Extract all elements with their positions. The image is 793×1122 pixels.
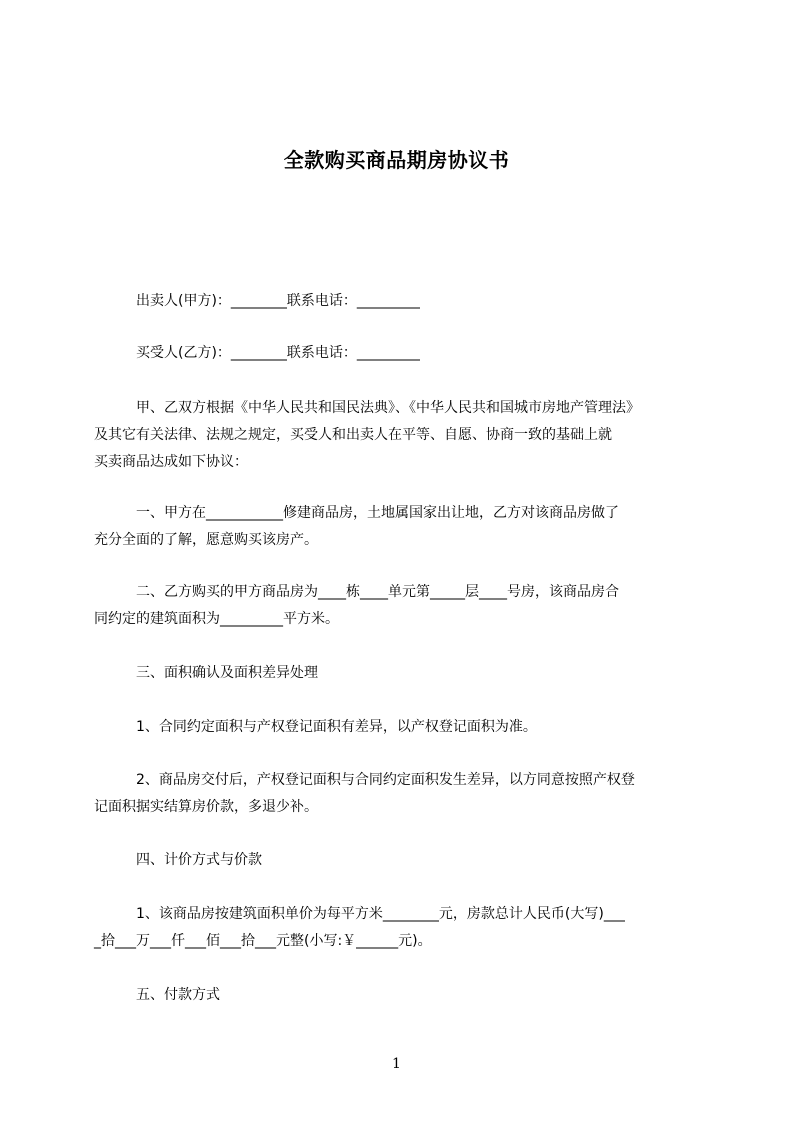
clause4-item1-line-1: 1、该商品房按建筑面积单价为每平方米________元，房款总计人民币(大写)___ <box>136 906 625 922</box>
clause2-line-1: 二、乙方购买的甲方商品房为____栋____单元第_____层____号房，该商品房合 <box>136 584 619 600</box>
clause1-line-1: 一、甲方在___________修建商品房，土地属国家出让地，乙方对该商品房做了 <box>136 505 619 521</box>
document-title: 全款购买商品期房协议书 <box>283 148 510 172</box>
clause4-item1-line-2: _拾___万___仟___佰___拾___元整(小写:￥______元)。 <box>94 933 432 949</box>
clause5-heading: 五、付款方式 <box>136 987 220 1003</box>
preamble-line-1: 甲、乙双方根据《中华人民共和国民法典》、《中华人民共和国城市房地产管理法》 <box>136 400 640 416</box>
clause1-line-2: 充分全面的了解，愿意购买该房产。 <box>94 532 318 548</box>
clause3-item1: 1、合同约定面积与产权登记面积有差异，以产权登记面积为准。 <box>136 719 537 735</box>
clause3-item2-line-2: 记面积据实结算房价款，多退少补。 <box>94 799 318 815</box>
page-number: 1 <box>392 1056 401 1072</box>
clause3-heading: 三、面积确认及面积差异处理 <box>136 665 318 681</box>
clause3-item2-line-1: 2、商品房交付后，产权登记面积与合同约定面积发生差异，以方同意按照产权登 <box>136 772 635 788</box>
preamble-line-3: 买卖商品达成如下协议： <box>94 454 248 470</box>
buyer-line: 买受人(乙方)：________联系电话：_________ <box>136 345 420 361</box>
clause4-heading: 四、计价方式与价款 <box>136 852 262 868</box>
clause2-line-2: 同约定的建筑面积为_________平方米。 <box>94 611 339 627</box>
seller-line: 出卖人(甲方)：________联系电话：_________ <box>136 293 420 309</box>
preamble-line-2: 及其它有关法律、法规之规定，买受人和出卖人在平等、自愿、协商一致的基础上就 <box>94 427 612 443</box>
